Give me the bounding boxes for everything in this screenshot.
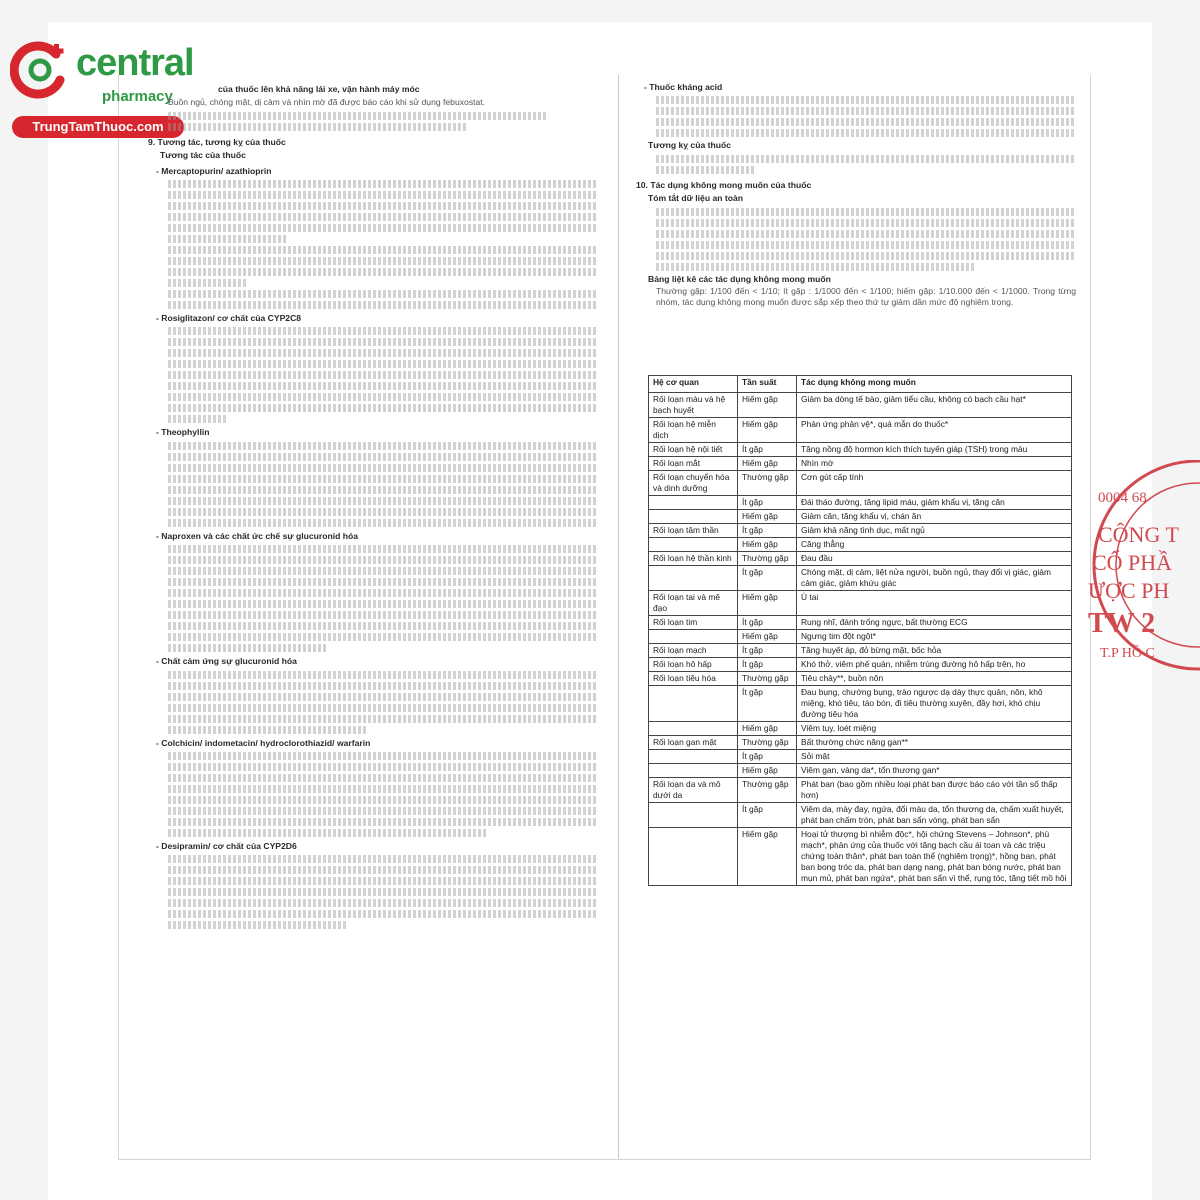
illegible-text-line xyxy=(168,519,598,527)
cell-frequency: Ít gặp xyxy=(738,686,797,722)
illegible-text-line xyxy=(168,382,598,390)
table-header-organ: Hệ cơ quan xyxy=(649,376,738,393)
section-9-subtitle: Tương tác của thuốc xyxy=(160,150,246,161)
illegible-text-line xyxy=(168,818,598,826)
interaction-item-title: - Naproxen và các chất ức chế sự glucuronid hóa xyxy=(156,531,598,542)
table-row xyxy=(649,591,1072,616)
illegible-text-line xyxy=(168,393,598,401)
illegible-text-line xyxy=(168,268,598,276)
cell-organ xyxy=(649,686,738,722)
illegible-text-line xyxy=(656,129,1076,137)
cell-frequency: Hiếm gặp xyxy=(738,510,797,524)
interaction-item-title: - Chất cảm ứng sự glucuronid hóa xyxy=(156,656,598,667)
cell-effect: Đái tháo đường, tăng lipid máu, giảm khẩu vị, tăng cân xyxy=(797,496,1072,510)
table-row xyxy=(649,457,1072,471)
table-row xyxy=(649,764,1072,778)
cell-effect: Hoại tử thượng bì nhiễm độc*, hội chứng Stevens – Johnson*, phù mạch*, phản ứng của thuốc với tăng bạch cầu ái toan và các triệu chứng toàn thân*, phát ban toàn thể (nghiêm trọng)*, hồng ban, phát ban bong tróc da, phát ban dạng nang, phát ban bóng nước, phát ban mụn mủ, phát ban ngứa*, phát ban sẩn vì thể, rụng tóc, tăng tiết mồ hôi xyxy=(797,828,1072,886)
illegible-text-line xyxy=(168,829,488,837)
cell-frequency: Ít gặp xyxy=(738,658,797,672)
table-row xyxy=(649,828,1072,886)
cell-effect: Viêm gan, vàng da*, tổn thương gan* xyxy=(797,764,1072,778)
section-8-heading: của thuốc lên khả năng lái xe, vận hành máy móc xyxy=(218,84,420,94)
table-row xyxy=(649,566,1072,591)
illegible-text-line xyxy=(656,155,1076,163)
cell-effect: Ngưng tim đột ngột* xyxy=(797,630,1072,644)
table-body xyxy=(649,393,1072,886)
cell-effect: Bất thường chức năng gan** xyxy=(797,736,1072,750)
illegible-text-line xyxy=(168,866,598,874)
cell-frequency: Ít gặp xyxy=(738,644,797,658)
cell-effect: Giảm ba dòng tế bào, giảm tiểu cầu, không có bạch cầu hạt* xyxy=(797,393,1072,418)
illegible-text-line xyxy=(168,715,598,723)
cell-effect: Viêm tụy, loét miệng xyxy=(797,722,1072,736)
cell-frequency: Hiếm gặp xyxy=(738,630,797,644)
section-8-text: Buồn ngủ, chóng mặt, dị cảm và nhìn mờ đã được báo cáo khi sử dụng febuxostat. xyxy=(168,97,486,108)
illegible-text-line xyxy=(168,327,598,335)
cell-effect: Giảm khả năng tình dục, mất ngủ xyxy=(797,524,1072,538)
cell-effect: Cơn gút cấp tính xyxy=(797,471,1072,496)
illegible-text-line xyxy=(168,191,598,199)
cell-effect: Sỏi mật xyxy=(797,750,1072,764)
table-row xyxy=(649,418,1072,443)
illegible-text-line xyxy=(168,123,468,131)
table-row xyxy=(649,524,1072,538)
illegible-text-line xyxy=(656,263,976,271)
cell-organ xyxy=(649,828,738,886)
table-row xyxy=(649,803,1072,828)
table-row xyxy=(649,510,1072,524)
interaction-item-title: - Colchicin/ indometacin/ hydroclorothiazid/ warfarin xyxy=(156,738,598,749)
illegible-text-line xyxy=(168,545,598,553)
company-stamp xyxy=(1078,460,1200,680)
section-10-subtitle: Tóm tắt dữ liệu an toàn xyxy=(648,193,744,204)
cell-organ: Rối loạn hệ miễn dịch xyxy=(649,418,738,443)
cell-organ xyxy=(649,750,738,764)
cell-organ xyxy=(649,764,738,778)
cell-frequency: Ít gặp xyxy=(738,496,797,510)
cell-frequency: Ít gặp xyxy=(738,616,797,630)
table-row xyxy=(649,778,1072,803)
cell-effect: Phản ứng phản vệ*, quá mẫn do thuốc* xyxy=(797,418,1072,443)
central-logo-icon xyxy=(10,40,70,100)
table-row xyxy=(649,672,1072,686)
illegible-text-line xyxy=(168,290,598,298)
cell-organ: Rối loạn tim xyxy=(649,616,738,630)
section-10-title: 10. Tác dụng không mong muốn của thuốc xyxy=(636,179,812,190)
illegible-text-line xyxy=(168,349,598,357)
cell-organ xyxy=(649,722,738,736)
illegible-text-line xyxy=(168,622,598,630)
illegible-text-line xyxy=(656,208,1076,216)
stamp-line: TW 2 xyxy=(1088,608,1156,639)
cell-organ: Rối loạn mạch xyxy=(649,644,738,658)
illegible-text-line xyxy=(168,257,598,265)
illegible-text-line xyxy=(168,497,598,505)
illegible-text-line xyxy=(656,166,756,174)
cell-organ: Rối loạn hệ nội tiết xyxy=(649,443,738,457)
illegible-text-line xyxy=(168,726,368,734)
section-9-title: 9. Tương tác, tương kỵ của thuốc xyxy=(148,136,286,147)
cell-organ: Rối loạn chuyển hóa và dinh dưỡng xyxy=(649,471,738,496)
table-row xyxy=(649,552,1072,566)
illegible-text-line xyxy=(168,704,598,712)
illegible-text-line xyxy=(168,338,598,346)
cell-frequency: Hiếm gặp xyxy=(738,457,797,471)
stamp-line: T.P HỒ C xyxy=(1100,646,1155,661)
cell-frequency: Hiếm gặp xyxy=(738,591,797,616)
cell-effect: Đau bụng, chướng bụng, trào ngược dạ dày thực quản, nôn, khô miệng, khó tiêu, táo bón, đi tiêu thường xuyên, đầy hơi, khó chịu đường tiêu hóa xyxy=(797,686,1072,722)
table-row xyxy=(649,686,1072,722)
cell-frequency: Hiếm gặp xyxy=(738,418,797,443)
illegible-text-line xyxy=(168,589,598,597)
cell-frequency: Ít gặp xyxy=(738,524,797,538)
adverse-effects-table xyxy=(648,375,1072,886)
illegible-text-line xyxy=(168,442,598,450)
illegible-text-line xyxy=(168,475,598,483)
table-row xyxy=(649,736,1072,750)
cell-frequency: Thường gặp xyxy=(738,552,797,566)
logo-name: central xyxy=(76,42,194,84)
illegible-text-line xyxy=(168,633,598,641)
illegible-text-line xyxy=(168,796,598,804)
cell-organ: Rối loạn tai và mê đạo xyxy=(649,591,738,616)
illegible-text-line xyxy=(168,774,598,782)
cell-frequency: Hiếm gặp xyxy=(738,538,797,552)
illegible-text-line xyxy=(168,807,598,815)
interaction-item-title: - Rosiglitazon/ cơ chất của CYP2C8 xyxy=(156,313,598,324)
illegible-text-line xyxy=(168,464,598,472)
cell-effect: Tăng huyết áp, đỏ bừng mặt, bốc hỏa xyxy=(797,644,1072,658)
table-header-frequency: Tần suất xyxy=(738,376,797,393)
illegible-text-line xyxy=(168,453,598,461)
interaction-item-title: - Desipramin/ cơ chất của CYP2D6 xyxy=(156,841,598,852)
cell-organ: Rối loạn hô hấp xyxy=(649,658,738,672)
cell-organ: Rối loạn tiêu hóa xyxy=(649,672,738,686)
illegible-text-line xyxy=(168,508,598,516)
cell-organ: Rối loạn tâm thần xyxy=(649,524,738,538)
cell-organ: Rối loạn máu và hệ bạch huyết xyxy=(649,393,738,418)
illegible-text-line xyxy=(656,241,1076,249)
table-row xyxy=(649,630,1072,644)
illegible-text-line xyxy=(168,180,598,188)
frequency-definition: Thường gặp: 1/100 đến < 1/10; ít gặp : 1/1000 đến < 1/100; hiếm gặp: 1/10.000 đến < 1/1000. Trong từng nhóm, tác dụng không mong muốn được sắp xếp theo thứ tự giảm dần mức độ nghiêm trọng. xyxy=(656,286,1076,308)
cell-organ: Rối loạn hệ thần kinh xyxy=(649,552,738,566)
table-row xyxy=(649,538,1072,552)
illegible-text-line xyxy=(168,921,348,929)
incompatibility-title: Tương kỵ của thuốc xyxy=(648,140,732,151)
stamp-line: CỔ PHẦ xyxy=(1092,550,1173,575)
cell-effect: Giảm cân, tăng khẩu vị, chán ăn xyxy=(797,510,1072,524)
cell-organ xyxy=(649,566,738,591)
cell-effect: Rung nhĩ, đánh trống ngực, bất thường ECG xyxy=(797,616,1072,630)
cell-effect: Ù tai xyxy=(797,591,1072,616)
cell-organ xyxy=(649,630,738,644)
table-row xyxy=(649,658,1072,672)
illegible-text-line xyxy=(168,752,598,760)
cell-effect: Khó thở, viêm phế quản, nhiễm trùng đường hô hấp trên, ho xyxy=(797,658,1072,672)
cell-organ xyxy=(649,538,738,552)
illegible-text-line xyxy=(168,671,598,679)
stamp-line: 0004 68 xyxy=(1098,490,1147,506)
illegible-text-line xyxy=(656,96,1076,104)
column-border-left xyxy=(118,75,119,1160)
stamp-line: CÔNG T xyxy=(1098,522,1179,547)
illegible-text-line xyxy=(168,246,598,254)
table-row xyxy=(649,496,1072,510)
cell-effect: Căng thẳng xyxy=(797,538,1072,552)
table-row xyxy=(649,393,1072,418)
illegible-text-line xyxy=(168,693,598,701)
stamp-line: ƯỢC PH xyxy=(1088,578,1170,603)
cell-frequency: Ít gặp xyxy=(738,750,797,764)
table-row xyxy=(649,443,1072,457)
illegible-text-line xyxy=(168,910,598,918)
table-caption: Bảng liệt kê các tác dụng không mong muốn xyxy=(648,273,831,284)
cell-frequency: Hiếm gặp xyxy=(738,393,797,418)
illegible-text-line xyxy=(656,118,1076,126)
cell-effect: Tiêu chảy**, buồn nôn xyxy=(797,672,1072,686)
illegible-text-line xyxy=(168,235,288,243)
cell-effect: Tăng nồng độ hormon kích thích tuyến giáp (TSH) trong máu xyxy=(797,443,1072,457)
illegible-text-line xyxy=(656,252,1076,260)
cell-frequency: Thường gặp xyxy=(738,672,797,686)
logo-url-badge: TrungTamThuoc.com xyxy=(12,116,184,138)
illegible-text-line xyxy=(656,107,1076,115)
table-header-effect: Tác dụng không mong muốn xyxy=(797,376,1072,393)
illegible-text-line xyxy=(168,644,328,652)
cell-frequency: Hiếm gặp xyxy=(738,722,797,736)
cell-effect: Phát ban (bao gồm nhiều loại phát ban được báo cáo với tần số thấp hơn) xyxy=(797,778,1072,803)
cell-organ: Rối loạn da và mô dưới da xyxy=(649,778,738,803)
cell-frequency: Hiếm gặp xyxy=(738,828,797,886)
cell-frequency: Ít gặp xyxy=(738,566,797,591)
illegible-text-line xyxy=(168,785,598,793)
illegible-text-line xyxy=(168,279,248,287)
cell-organ: Rối loạn mắt xyxy=(649,457,738,471)
illegible-text-line xyxy=(168,763,598,771)
cell-frequency: Hiếm gặp xyxy=(738,764,797,778)
table-row xyxy=(649,471,1072,496)
cell-organ: Rối loạn gan mật xyxy=(649,736,738,750)
cell-frequency: Thường gặp xyxy=(738,778,797,803)
illegible-text-line xyxy=(168,556,598,564)
interaction-item-title: - Theophyllin xyxy=(156,427,598,438)
illegible-text-line xyxy=(168,202,598,210)
illegible-text-line xyxy=(168,682,598,690)
column-border-bottom xyxy=(118,1159,1091,1160)
illegible-text-line xyxy=(168,611,598,619)
illegible-text-line xyxy=(168,360,598,368)
illegible-text-line xyxy=(168,486,598,494)
illegible-text-line xyxy=(168,371,598,379)
antacid-title: - Thuốc kháng acid xyxy=(644,82,1076,93)
illegible-text-line xyxy=(168,578,598,586)
cell-organ xyxy=(649,510,738,524)
illegible-text-line xyxy=(656,219,1076,227)
illegible-text-line xyxy=(168,224,598,232)
cell-frequency: Ít gặp xyxy=(738,443,797,457)
illegible-text-line xyxy=(656,230,1076,238)
cell-effect: Viêm da, mày đay, ngứa, đổi màu da, tổn thương da, chấm xuất huyết, phát ban chấm tròn, phát ban sẩn vòng, phát ban sẩn xyxy=(797,803,1072,828)
cell-frequency: Thường gặp xyxy=(738,736,797,750)
illegible-text-line xyxy=(168,415,228,423)
illegible-text-line xyxy=(168,213,598,221)
illegible-text-line xyxy=(168,888,598,896)
illegible-text-line xyxy=(168,301,598,309)
table-row xyxy=(649,750,1072,764)
cell-organ xyxy=(649,496,738,510)
illegible-text-line xyxy=(168,899,598,907)
illegible-text-line xyxy=(168,567,598,575)
illegible-text-line xyxy=(168,112,548,120)
table-row xyxy=(649,616,1072,630)
illegible-text-line xyxy=(168,404,598,412)
cell-effect: Đau đầu xyxy=(797,552,1072,566)
cell-effect: Chóng mặt, dị cảm, liệt nửa người, buồn ngủ, thay đổi vị giác, giảm cảm giác, giảm khứu giác xyxy=(797,566,1072,591)
illegible-text-line xyxy=(168,855,598,863)
interaction-item-title: - Mercaptopurin/ azathioprin xyxy=(156,166,598,177)
column-divider xyxy=(618,75,619,1160)
logo-subtitle: pharmacy xyxy=(102,88,173,105)
cell-organ xyxy=(649,803,738,828)
cell-frequency: Ít gặp xyxy=(738,803,797,828)
cell-effect: Nhìn mờ xyxy=(797,457,1072,471)
left-column xyxy=(148,78,598,1153)
illegible-text-line xyxy=(168,877,598,885)
illegible-text-line xyxy=(168,600,598,608)
table-row xyxy=(649,722,1072,736)
cell-frequency: Thường gặp xyxy=(738,471,797,496)
table-row xyxy=(649,644,1072,658)
table-header-row xyxy=(649,376,1072,393)
